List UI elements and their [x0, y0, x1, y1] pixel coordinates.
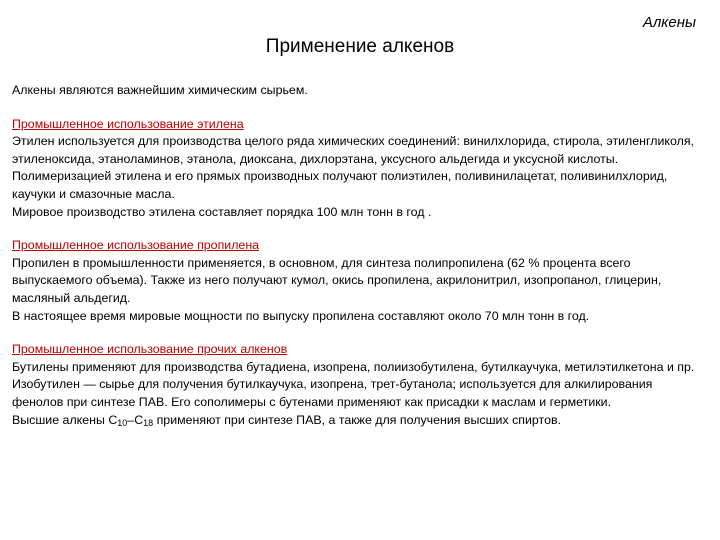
slide-content: [12, 82, 706, 429]
slide-title: Применение алкенов: [265, 36, 455, 57]
subscript: 10: [117, 417, 128, 428]
section-heading-other-alkenes: Промышленное использование прочих алкенов: [12, 342, 288, 357]
section-paragraph: Мировое производство этилена составляет порядка 100 млн тонн в год .: [12, 204, 432, 219]
text-fragment: Высшие алкены C: [12, 412, 118, 427]
intro-text: Алкены являются важнейшим химическим сырьем.: [12, 83, 308, 97]
section-paragraph: Изобутилен — сырье для получения бутилкаучука, изопрена, трет-бутанола; используется для алкилирования фенолов при синтезе ПАВ. Его сополимеры с бутенами применяют как присадки к маслам и герметики.: [12, 377, 653, 409]
section-paragraph: Этилен используется для производства целого ряда химических соединений: винилхлорида, стирола, этиленгликоля, этиленоксида, этаноламинов, этанола, диоксана, дихлорэтана, уксусного альдегида и уксусной кислоты. Полимеризацией этилена и его прямых производных получают полиэтилен, поливинилацетат, поливинилхлорид, каучуки и смазочные масла.: [12, 134, 694, 201]
section-paragraph: Бутилены применяют для производства бутадиена, изопрена, полиизобутилена, бутилкаучука, метилэтилкетона и пр.: [12, 359, 695, 374]
text-fragment: применяют при синтезе ПАВ, а также для получения высших спиртов.: [153, 412, 562, 427]
section-heading-propylene: Промышленное использование пропилена: [12, 238, 260, 253]
subscript: 18: [143, 417, 154, 428]
section-paragraph: Пропилен в промышленности применяется, в основном, для синтеза полипропилена (62 % процента всего выпускаемого объема). Также из него получают кумол, окись пропилена, акрилонитрил, изопропанол, глицерин, масляный альдегид.: [12, 255, 662, 305]
section-paragraph: В настоящее время мировые мощности по выпуску пропилена составляют около 70 млн тонн в год.: [12, 308, 590, 323]
text-fragment: –C: [127, 412, 144, 427]
corner-title: Алкены: [642, 14, 696, 31]
section-paragraph-higher-alkenes: [12, 412, 706, 430]
section-heading-ethylene: Промышленное использование этилена: [12, 116, 244, 131]
